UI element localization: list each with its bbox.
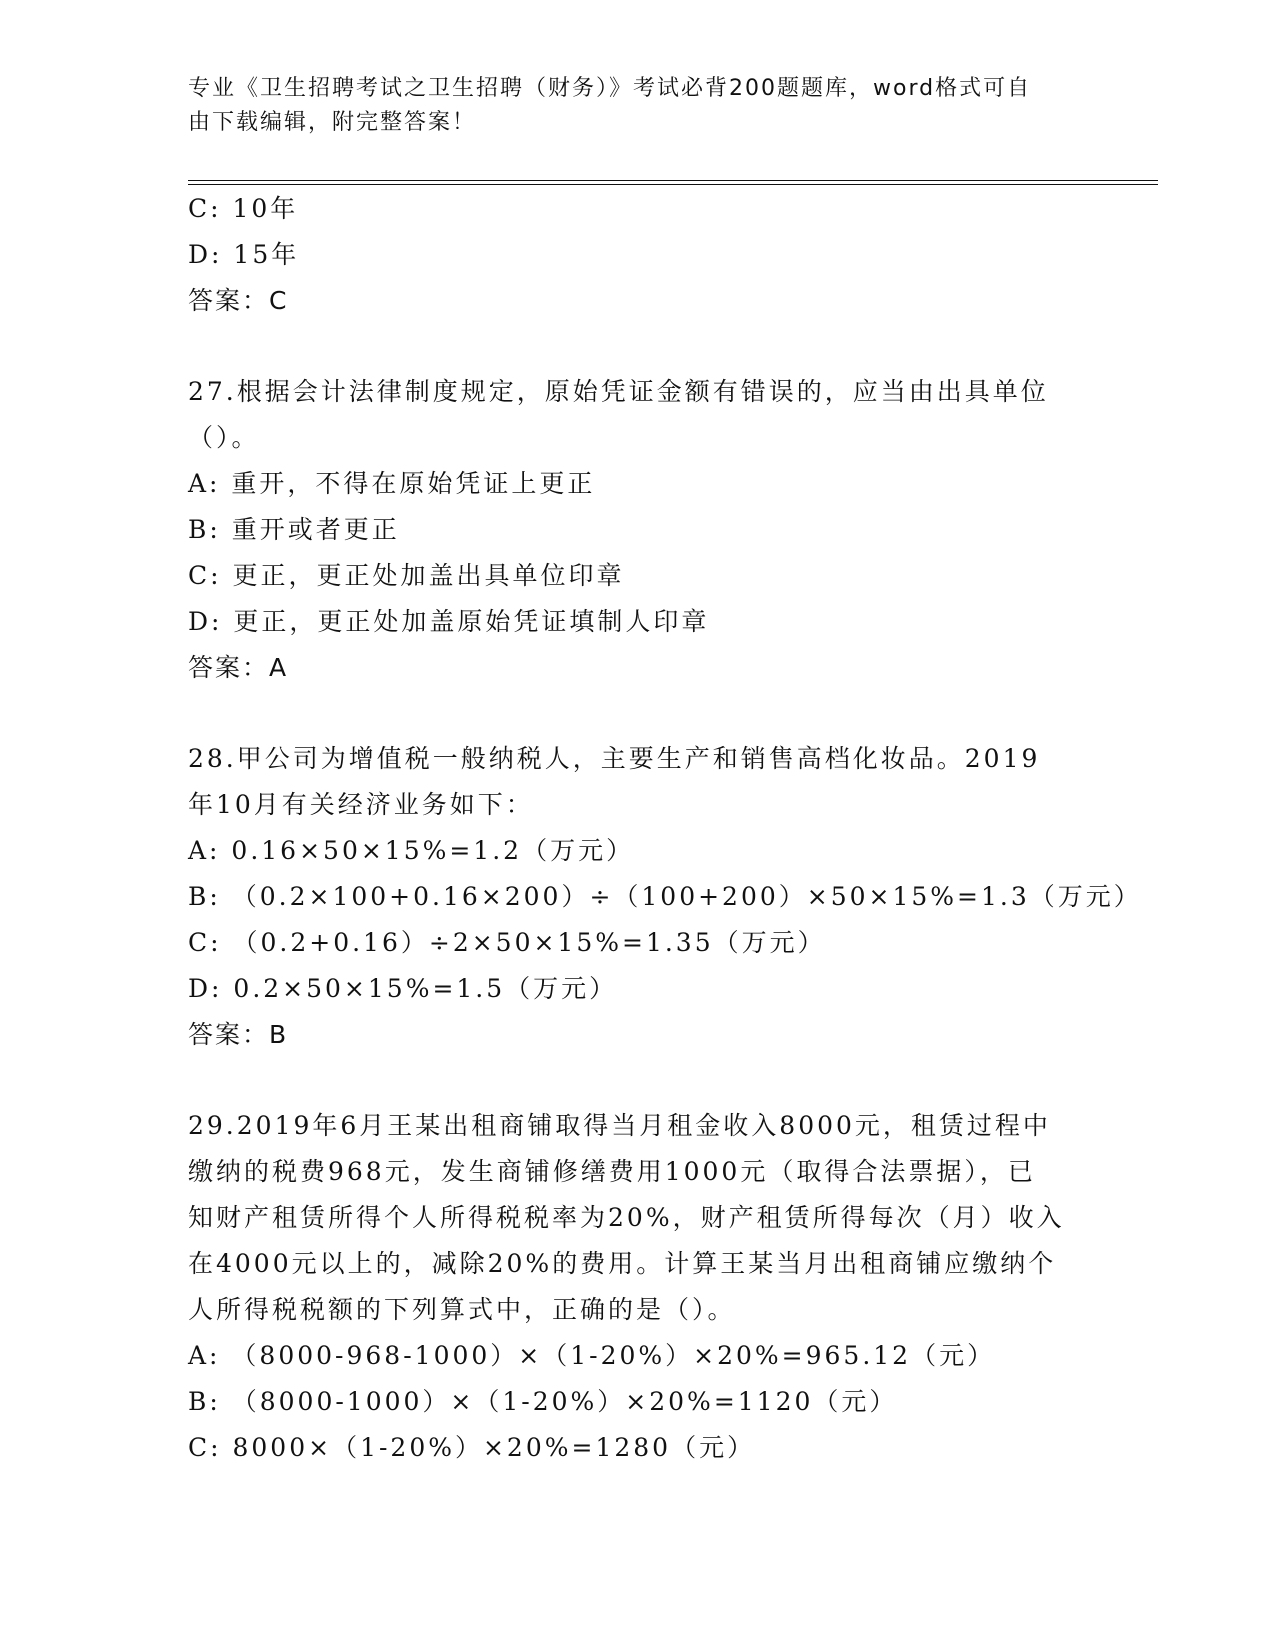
header-title-line-1: 专业《卫生招聘考试之卫生招聘（财务）》考试必背200题题库，word格式可自 <box>188 76 1032 101</box>
option-d: D: 15年 <box>188 240 300 269</box>
question-27 <box>188 369 1088 691</box>
header-title-line-2: 由下载编辑，附完整答案！ <box>188 110 477 135</box>
option-a: A: 重开，不得在原始凭证上更正 <box>188 469 596 498</box>
question-29 <box>188 1103 1088 1471</box>
question-stem-line: 28.甲公司为增值税一般纳税人，主要生产和销售高档化妆品。2019 <box>188 744 1041 773</box>
question-stem-line: 年10月有关经济业务如下： <box>188 790 534 819</box>
option-b: B: （8000-1000）×（1-20%）×20%=1120（元） <box>188 1387 898 1416</box>
option-b: B: （0.2×100+0.16×200）÷（100+200）×50×15%=1.3（万元） <box>188 882 1142 911</box>
question-stem-line: 缴纳的税费968元，发生商铺修缮费用1000元（取得合法票据），已 <box>188 1157 1036 1186</box>
question-stem-line: 在4000元以上的，减除20%的费用。计算王某当月出租商铺应缴纳个 <box>188 1249 1057 1278</box>
question-26-tail <box>188 186 1088 324</box>
answer-line: 答案：C <box>188 286 289 315</box>
option-c: C: 10年 <box>188 194 299 223</box>
question-stem-line: 27.根据会计法律制度规定，原始凭证金额有错误的，应当由出具单位 <box>188 377 1049 406</box>
option-c: C: 更正，更正处加盖出具单位印章 <box>188 561 625 590</box>
question-stem-line: （）。 <box>188 423 260 452</box>
answer-line: 答案：A <box>188 653 289 682</box>
header-divider-bottom <box>188 184 1158 185</box>
option-a: A: 0.16×50×15%=1.2（万元） <box>188 836 635 865</box>
header-divider-top <box>188 180 1158 181</box>
question-list <box>188 186 1142 1471</box>
option-d: D: 更正，更正处加盖原始凭证填制人印章 <box>188 607 710 636</box>
question-stem-line: 知财产租赁所得个人所得税税率为20%，财产租赁所得每次（月）收入 <box>188 1203 1065 1232</box>
document-header <box>188 72 1068 140</box>
question-stem-line: 人所得税税额的下列算式中，正确的是（）。 <box>188 1295 736 1324</box>
question-28 <box>188 736 1142 1058</box>
option-c: C: 8000×（1-20%）×20%=1280（元） <box>188 1433 756 1462</box>
option-a: A: （8000-968-1000）×（1-20%）×20%=965.12（元） <box>188 1341 996 1370</box>
option-c: C: （0.2+0.16）÷2×50×15%=1.35（万元） <box>188 928 826 957</box>
question-stem-line: 29.2019年6月王某出租商铺取得当月租金收入8000元，租赁过程中 <box>188 1111 1051 1140</box>
answer-line: 答案：B <box>188 1020 289 1049</box>
option-b: B: 重开或者更正 <box>188 515 400 544</box>
option-d: D: 0.2×50×15%=1.5（万元） <box>188 974 618 1003</box>
